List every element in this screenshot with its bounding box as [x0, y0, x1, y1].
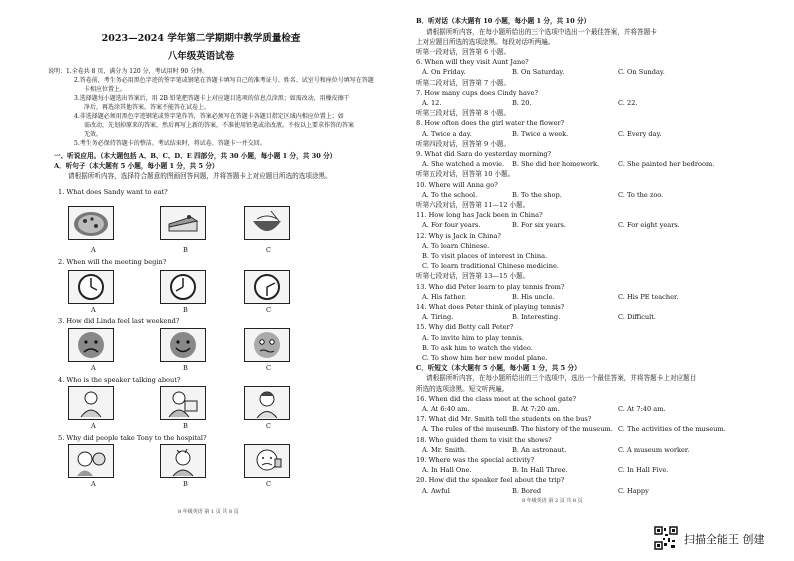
answer-option: A. 12.: [422, 99, 442, 107]
choice-label: A: [91, 422, 96, 430]
answer-option: C. The activities of the museum.: [618, 425, 726, 434]
answer-option: B. 20.: [512, 99, 532, 107]
scanner-watermark: 扫描全能王 创建: [684, 533, 765, 546]
instruction-line: B. To ask him to watch the video.: [422, 343, 533, 352]
answer-option: C. In Hall Five.: [618, 466, 669, 475]
worried-face-picture: [244, 328, 290, 362]
instruction-line: A. To learn Chinese.: [422, 241, 490, 250]
answer-option: C. Difficult.: [618, 313, 656, 322]
qr-code-icon: [654, 526, 678, 550]
answer-option: B. To the shop.: [512, 190, 562, 199]
instruction-line: C. To show him her new model plane.: [422, 354, 548, 362]
answer-option: C. Happy: [618, 486, 649, 495]
answer-option: A. For four years.: [422, 221, 481, 230]
dialogue-heading: 听第二段对话，回答第 7 小题。: [416, 78, 511, 87]
question-text: 19. Where was the special activity?: [416, 456, 535, 464]
choice-label: B: [183, 246, 188, 254]
note-line: 净后，再选涂其他答案，答案不能答在试卷上。: [84, 104, 211, 111]
dialogue-heading: 听第三段对话，回答第 8 小题。: [416, 109, 511, 118]
instruction-line: 请根据所听内容，在每小题所给出的三个选项中，选出一个最佳答案，并将答题卡上对应题目: [426, 374, 697, 383]
happy-face-picture: [160, 328, 206, 362]
choice-label: C: [266, 246, 272, 254]
instruction-line: B. To visit places of interest in China.: [422, 252, 548, 260]
clock-picture: [244, 270, 290, 304]
answer-option: C. Every day.: [618, 129, 662, 138]
answer-option: C. To the zoo.: [618, 190, 664, 199]
question-text: 10. Where will Anna go?: [416, 180, 498, 189]
note-line: 3.选择题每小题选出答案后，用 2B 铅笔把答题卡上对应题目选项的信息点涂黑；如需改动，用橡皮擦干: [74, 95, 350, 102]
clock-picture: [68, 270, 114, 304]
answer-option: B. Bored: [512, 486, 542, 495]
answer-option: C. His PE teacher.: [618, 292, 679, 301]
part-b-heading: B．听对话（本大题有 10 小题，每小题 1 分，共 10 分）: [416, 17, 591, 25]
answer-option: A. She watched a movie.: [422, 160, 505, 169]
question-1: 1. What does Sandy want to eat?: [58, 188, 168, 196]
instruction-line: A. To invite him to play tennis.: [422, 333, 524, 342]
answer-option: C. On Sunday.: [618, 68, 665, 77]
person-hurt-picture: [160, 444, 206, 478]
part-a-instruction: 请根据所听内容，选择符合题意的图画回答问题，并将答题卡上对应题目所选的选项涂黑。: [68, 172, 332, 180]
dialogue-heading: 听第一段对话，回答第 6 小题。: [416, 48, 511, 56]
instruction-line: 所选的选项涂黑。短文听两遍。: [416, 384, 509, 393]
dialogue-heading: 听第六段对话，回答第 11—12 小题。: [416, 201, 530, 209]
noodles-bowl-picture: [244, 206, 290, 240]
part-a-heading: A．听句子（本大题有 5 小题，每小题 1 分，共 5 分）: [54, 162, 219, 170]
answer-option: C. 22.: [618, 99, 638, 107]
person-reading-picture: [160, 386, 206, 420]
sick-person-picture: [68, 444, 114, 478]
question-text: 13. Who did Peter learn to play tennis from?: [416, 282, 565, 291]
answer-option: B. At 7:20 am.: [512, 405, 560, 413]
note-line: 说明：1.全卷共 8 页，满分为 120 分，考试用时 90 分钟。: [48, 68, 209, 75]
question-text: 9. What did Sara do yesterday morning?: [416, 150, 552, 158]
dialogue-heading: 听第四段对话，回答第 9 小题。: [416, 139, 511, 148]
note-line: 需改动，先划掉原来的答案，然后再写上新的答案，不准使用铅笔或涂改液。不按以上要求作答的答案: [84, 122, 355, 129]
answer-option: C. At 7:40 am.: [618, 405, 666, 413]
answer-option: C. For eight years.: [618, 221, 680, 230]
choice-label: B: [183, 364, 188, 372]
sad-face-picture: [68, 328, 114, 362]
page-footer: 8 年级英语 第 2 页 共 8 页: [522, 498, 583, 504]
instruction-line: C．听短文（本大题有 5 小题，每小题 1 分，共 5 分）: [416, 364, 581, 373]
cake-picture: [160, 206, 206, 240]
note-line: 2.答卷前，考生务必用黑色字迹的签字笔或钢笔在答题卡填写自己的准考证号、姓名、试室号和座位号填写在答题: [74, 77, 374, 84]
question-3: 3. How did Linda feel last weekend?: [58, 317, 180, 325]
choice-label: C: [266, 480, 272, 488]
choice-label: C: [266, 306, 272, 314]
question-text: 7. How many cups does Cindy have?: [416, 88, 539, 97]
answer-option: A. To the school.: [422, 190, 478, 199]
question-text: 17. What did Mr. Smith tell the students on the bus?: [416, 415, 592, 424]
clock-picture: [160, 270, 206, 304]
question-4: 4. Who is the speaker talking about?: [58, 376, 181, 384]
choice-label: B: [183, 306, 188, 314]
answer-option: B. Twice a week.: [512, 129, 569, 138]
answer-option: A. His father.: [422, 292, 466, 301]
person-picture: [244, 386, 290, 420]
toothache-picture: [244, 444, 290, 478]
part-b-instruction: 上对应题目所选的选项涂黑。每段对话听两遍。: [416, 38, 555, 46]
answer-option: B. On Saturday.: [512, 68, 565, 77]
note-line: 4.非选择题必须用黑色字迹钢笔或签字笔作答，答案必须写在答题卡各题目指定区域内相应位置上；如: [74, 113, 344, 120]
note-line: 5.考生务必保持答题卡的整洁。考试结束时，将试卷、答题卡一并交回。: [74, 140, 266, 147]
answer-option: B. An astronaut.: [512, 445, 567, 454]
dialogue-heading: 听第七段对话，回答第 13—15 小题。: [416, 272, 530, 281]
choice-label: B: [183, 422, 188, 430]
choice-label: A: [91, 306, 96, 314]
question-text: 20. How did the speaker feel about the trip?: [416, 476, 565, 485]
answer-option: A. On Friday.: [422, 68, 466, 77]
question-5: 5. Why did people take Tony to the hospital?: [58, 434, 207, 442]
question-text: 16. When did the class meet at the school gate?: [416, 394, 577, 403]
question-text: 11. How long has Jack been in China?: [416, 211, 543, 220]
question-text: 14. What does Peter think of playing tennis?: [416, 303, 565, 311]
question-text: 8. How often does the girl water the flower?: [416, 119, 565, 128]
choice-label: C: [266, 422, 272, 430]
note-line: 无效。: [84, 131, 103, 138]
answer-option: B. His uncle.: [512, 292, 555, 301]
answer-option: B. She did her homework.: [512, 160, 600, 169]
answer-option: A. The rules of the museum.: [422, 425, 517, 434]
part-b-instruction: 请根据所听内容，在每小题所给出的三个选项中选出一个最佳答案，并将答题卡: [426, 28, 657, 36]
page-left: [0, 0, 402, 521]
choice-label: C: [266, 364, 272, 372]
page-footer: 8 年级英语 第 1 页 共 8 页: [178, 509, 239, 515]
answer-option: A. Tiring.: [422, 313, 454, 322]
answer-option: B. For six years.: [512, 221, 566, 230]
answer-option: A. Twice a day.: [422, 129, 472, 138]
exam-subtitle: 八年级英语试卷: [167, 51, 235, 62]
answer-option: A. In Hall One.: [422, 466, 472, 475]
answer-option: A. At 6:40 am.: [422, 405, 470, 413]
answer-option: B. In Hall Three.: [512, 466, 568, 475]
exam-title: 2023—2024 学年第二学期期中教学质量检查: [101, 33, 301, 44]
choice-label: A: [91, 480, 96, 488]
answer-option: B. Interesting.: [512, 313, 561, 322]
person-picture: [68, 386, 114, 420]
question-2: 2. When will the meeting begin?: [58, 258, 167, 266]
question-text: 18. Who guided them to visit the shows?: [416, 435, 552, 444]
page-right: [404, 0, 794, 521]
question-text: 15. Why did Betty call Peter?: [416, 323, 514, 332]
note-line: 卡相应位置上。: [84, 86, 127, 93]
choice-label: A: [91, 364, 96, 372]
question-text: 6. When will they visit Aunt Jane?: [416, 58, 529, 67]
choice-label: A: [91, 246, 96, 254]
answer-option: C. She painted her bedroom.: [618, 160, 715, 169]
choice-label: B: [183, 480, 188, 488]
answer-option: B. The history of the museum.: [512, 425, 613, 434]
instruction-line: C. To learn traditional Chinese medicine.: [422, 262, 560, 271]
dialogue-heading: 听第五段对话，回答第 10 小题。: [416, 170, 515, 179]
answer-option: A. Mr. Smith.: [422, 445, 467, 454]
section-heading: 一、听说应用。（本大题包括 A、B、C、D、E 四部分，共 30 小题，每小题 1 分，共 30 分）: [54, 152, 337, 160]
answer-option: A. Awful: [422, 486, 450, 495]
question-text: 12. Why is Jack in China?: [416, 231, 501, 240]
pizza-picture: [68, 206, 114, 240]
answer-option: C. A museum worker.: [618, 445, 690, 454]
